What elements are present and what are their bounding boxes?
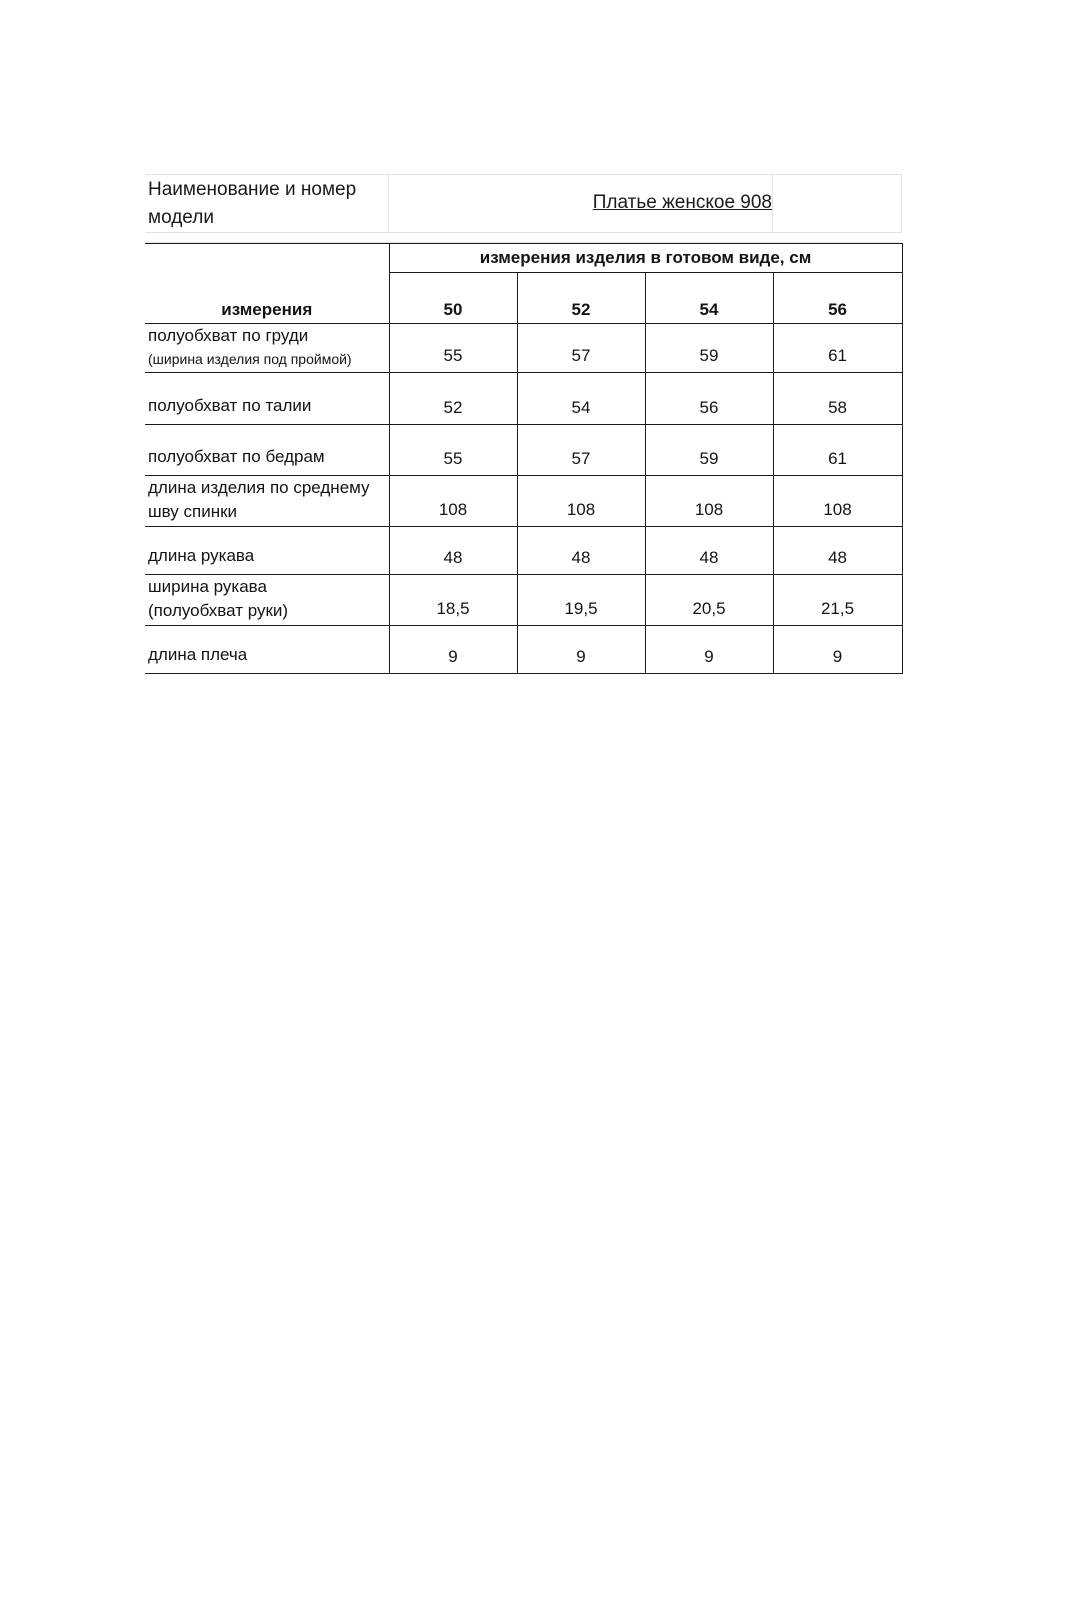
table-cell: 48	[645, 527, 773, 575]
size-header: 52	[517, 273, 645, 324]
table-row	[145, 626, 902, 674]
table-cell: 61	[773, 324, 902, 373]
table-cell: 9	[517, 626, 645, 674]
table-cell: 55	[389, 324, 517, 373]
row-label	[145, 527, 389, 575]
table-cell: 108	[773, 476, 902, 527]
table-cell: 56	[645, 373, 773, 425]
size-header: 50	[389, 273, 517, 324]
row-label-main: длина изделия по среднему	[148, 478, 370, 497]
table-cell: 48	[389, 527, 517, 575]
model-name: Платье женское 908	[592, 192, 772, 213]
table-cell: 57	[517, 324, 645, 373]
table-cell: 58	[773, 373, 902, 425]
table-row	[145, 527, 902, 575]
table-cell: 59	[645, 324, 773, 373]
table-cell: 59	[645, 425, 773, 476]
row-label	[145, 575, 389, 626]
size-header: 56	[773, 273, 902, 324]
table-cell: 19,5	[517, 575, 645, 626]
table-header-row-group	[145, 244, 902, 273]
row-label-sub: (ширина изделия под проймой)	[148, 351, 352, 367]
table-cell: 61	[773, 425, 902, 476]
model-label: Наименование и номер модели	[148, 179, 357, 228]
table-row	[145, 575, 902, 626]
row-label	[145, 324, 389, 373]
model-header	[145, 174, 902, 242]
table-cell: 57	[517, 425, 645, 476]
table-row	[145, 373, 902, 425]
table-cell: 48	[773, 527, 902, 575]
table-cell: 9	[645, 626, 773, 674]
table-cell: 48	[517, 527, 645, 575]
table-cell: 54	[517, 373, 645, 425]
group-header: измерения изделия в готовом виде, см	[389, 244, 902, 273]
table-cell: 108	[389, 476, 517, 527]
table-cell: 20,5	[645, 575, 773, 626]
row-label-main: ширина рукава	[148, 577, 267, 596]
table-cell: 108	[645, 476, 773, 527]
row-label-line2: шву спинки	[148, 502, 238, 521]
row-label-main: длина плеча	[148, 645, 248, 664]
row-label	[145, 425, 389, 476]
table-row	[145, 324, 902, 373]
size-table	[145, 243, 903, 674]
table-cell: 18,5	[389, 575, 517, 626]
table-cell: 52	[389, 373, 517, 425]
row-label	[145, 476, 389, 527]
row-label-main: длина рукава	[148, 546, 255, 565]
header-empty-cell	[773, 174, 902, 232]
table-cell: 9	[389, 626, 517, 674]
row-label-main: полуобхват по бедрам	[148, 447, 325, 466]
table-row	[145, 425, 902, 476]
row-label	[145, 373, 389, 425]
table-cell: 55	[389, 425, 517, 476]
measure-header: измерения	[145, 244, 389, 324]
table-cell: 108	[517, 476, 645, 527]
size-header: 54	[645, 273, 773, 324]
row-label	[145, 626, 389, 674]
row-label-main: полуобхват по груди	[148, 326, 309, 345]
header-divider	[145, 232, 902, 233]
row-label-main: полуобхват по талии	[148, 396, 312, 415]
row-label-line2: (полуобхват руки)	[148, 601, 289, 620]
table-cell: 21,5	[773, 575, 902, 626]
table-row	[145, 476, 902, 527]
table-cell: 9	[773, 626, 902, 674]
